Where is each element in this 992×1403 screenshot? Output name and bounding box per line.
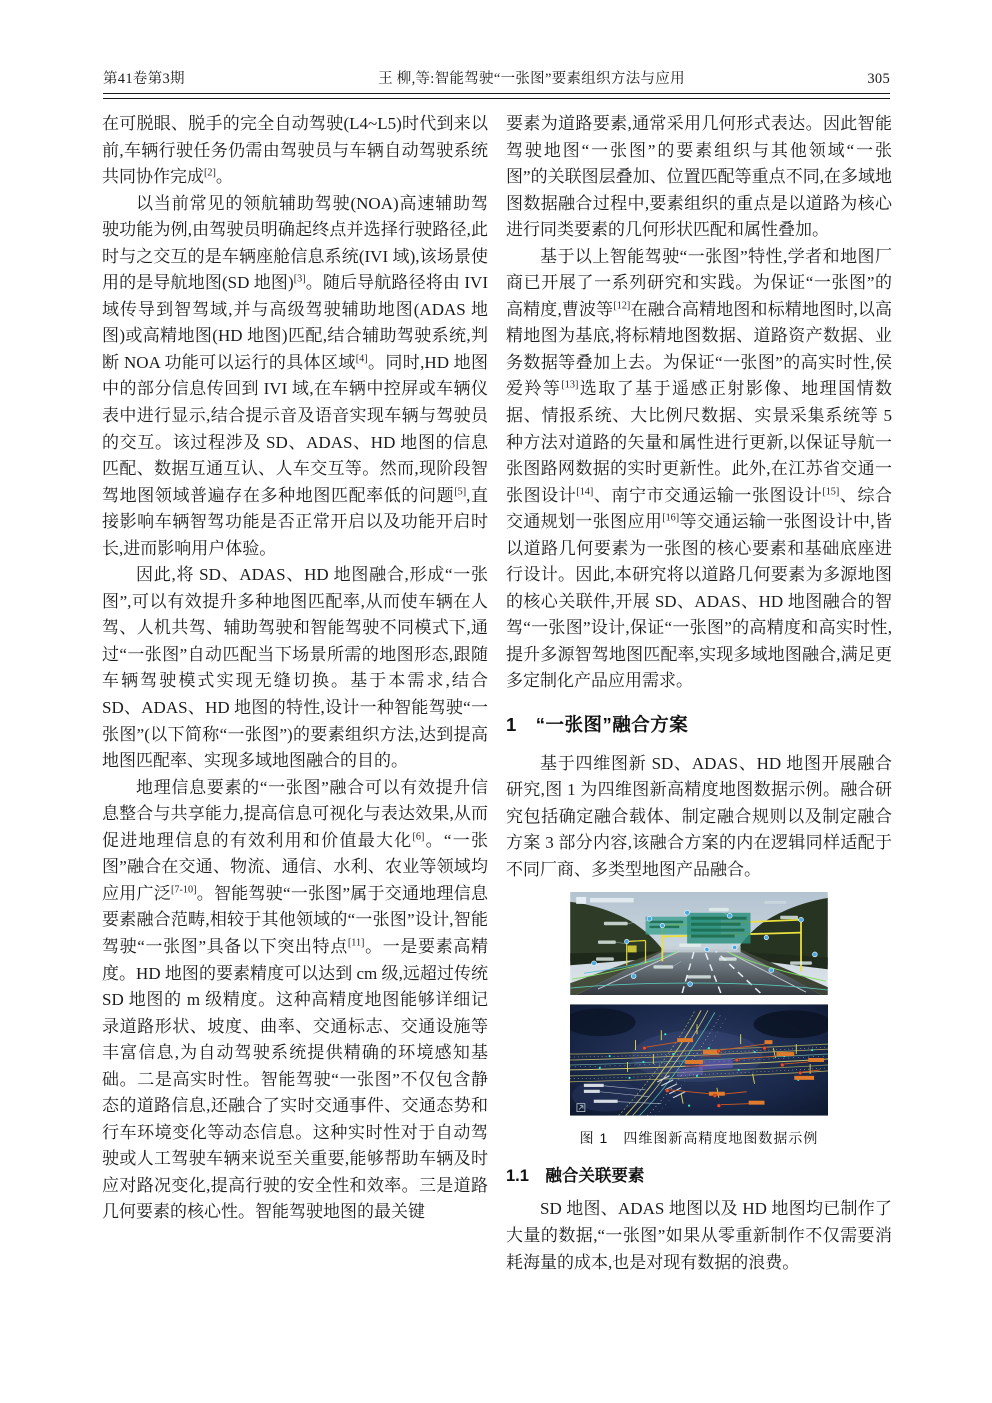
figure-1-street-photo-hd-annotations (570, 892, 828, 995)
hd-map-pointcloud-image (570, 1004, 828, 1116)
page-header (103, 67, 890, 88)
paragraph: 地理信息要素的“一张图”融合可以有效提升信息整合与共享能力,提高信息可视化与表达效果,从而促进地理信息的有效利用和价值最大化[6]。“一张图”融合在交通、物流、通信、水利、农业等领域均应用广泛[7-10]。智能驾驶“一张图”属于交通地理信息要素融合范畴,相较于其他领域的“一张图”设计,智能驾驶“一张图”具备以下突出特点[11]。一是要素高精度。HD 地图的要素精度可以达到 cm 级,远超过传统 SD 地图的 m 级精度。这种高精度地图能够详细记录道路形状、坡度、曲率、交通标志、交通设施等丰富信息,为自动驾驶系统提供精确的环境感知基础。二是高实时性。智能驾驶“一张图”不仅包含静态的道路信息,还融合了实时交通事件、交通态势和行车环境变化等动态信息。这种实时性对于自动驾驶或人工驾驶车辆来说至关重要,能够帮助车辆及时应对路况变化,提高行驶的安全性和效率。三是道路几何要素的核心性。智能驾驶地图的最关键 (102, 777, 489, 1222)
paragraph: 要素为道路要素,通常采用几何形式表达。因此智能驾驶地图“一张图”的要素组织与其他领域“一张图”的关联图层叠加、位置匹配等重点不同,在多域地图数据融合过程中,要素组织的重点是以道路为核心进行同类要素的几何形状匹配和属性叠加。 (506, 114, 892, 240)
paragraph: 以当前常见的领航辅助驾驶(NOA)高速辅助驾驶功能为例,由驾驶员明确起终点并选择行驶路径,此时与之交互的是车辆座舱信息系统(IVI 域),该场景使用的是导航地图(SD 地图)[3]。随后导航路径将由 IVI 域传导到智驾域,并与高级驾驶辅助地图(ADAS 地图)或高精地图(HD 地图)匹配,结合辅助驾驶系统,判断 NOA 功能可以运行的具体区域[4]。同时,HD 地图中的部分信息传回到 IVI 域,在车辆中控屏或车辆仪表中进行显示,结合提示音及语音实现车辆与驾驶员的交互。该过程涉及 SD、ADAS、HD 地图的信息匹配、数据互通互认、人车交互等。然而,现阶段智驾地图领域普遍存在多种地图匹配率低的问题[5],直接影响车辆智驾功能是否正常开启以及功能开启时长,进而影响用户体验。 (102, 193, 489, 558)
paragraph: 因此,将 SD、ADAS、HD 地图融合,形成“一张图”,可以有效提升多种地图匹配率,从而使车辆在人驾、人机共驾、辅助驾驶和智能驾驶不同模式下,通过“一张图”自动匹配当下场景所需的地图形态,跟随车辆驾驶模式实现无缝切换。基于本需求,结合 SD、ADAS、HD 地图的特性,设计一种智能驾驶“一张图”(以下简称“一张图”)的要素组织方法,达到提高地图匹配率、实现多域地图融合的目的。 (102, 565, 488, 771)
section-1-heading: 1 “一张图”融合方案 (506, 714, 689, 736)
right-column (506, 111, 892, 1276)
running-title: 王 柳,等:智能驾驶“一张图”要素组织方法与应用 (378, 71, 685, 87)
figure-1-caption: 图 1 四维图新高精度地图数据示例 (579, 1130, 819, 1147)
paragraph: 在可脱眼、脱手的完全自动驾驶(L4~L5)时代到来以前,车辆行驶任务仍需由驾驶员与车辆自动驾驶系统共同协作完成[2]。 (102, 114, 488, 187)
header-double-rule (103, 93, 890, 99)
highway-annotation-image (570, 892, 828, 995)
paragraph: 基于以上智能驾驶“一张图”特性,学者和地图厂商已开展了一系列研究和实践。为保证“一张图”的高精度,曹波等[12]在融合高精地图和标精地图时,以高精地图为基底,将标精地图数据、道路资产数据、业务数据等叠加上去。为保证“一张图”的高实时性,侯爱羚等[13]选取了基于遥感正射影像、地理国情数据、情报系统、大比例尺数据、实景采集系统等 5 种方法对道路的矢量和属性进行更新,以保证导航一张图路网数据的实时更新性。此外,在江苏省交通一张图设计[14]、南宁市交通运输一张图设计[15]、综合交通规划一张图应用[16]等交通运输一张图设计中,皆以道路几何要素为一张图的核心要素和基础底座进行设计。因此,本研究将以道路几何要素为多源地图的核心关联件,开展 SD、ADAS、HD 地图融合的智驾“一张图”设计,保证“一张图”的高精度和高实时性,提升多源智驾地图匹配率,实现多域地图融合,满足更多定制化产品应用需求。 (506, 246, 893, 691)
page-number: 305 (867, 71, 890, 87)
volume-issue: 第41卷第3期 (103, 71, 185, 87)
figure-1 (506, 892, 892, 1152)
figure-1-pointcloud-map (570, 1004, 828, 1116)
section-1-1-heading: 1.1 融合关联要素 (506, 1166, 645, 1185)
paragraph: 基于四维图新 SD、ADAS、HD 地图开展融合研究,图 1 为四维图新高精度地图数据示例。融合研究包括确定融合载体、制定融合规则以及制定融合方案 3 部分内容,该融合方案的内在逻辑同样适配于不同厂商、多类型地图产品融合。 (506, 753, 892, 879)
paragraph: SD 地图、ADAS 地图以及 HD 地图均已制作了大量的数据,“一张图”如果从零重新制作不仅需要消耗海量的成本,也是对现有数据的浪费。 (506, 1199, 892, 1272)
left-column (102, 111, 488, 1226)
